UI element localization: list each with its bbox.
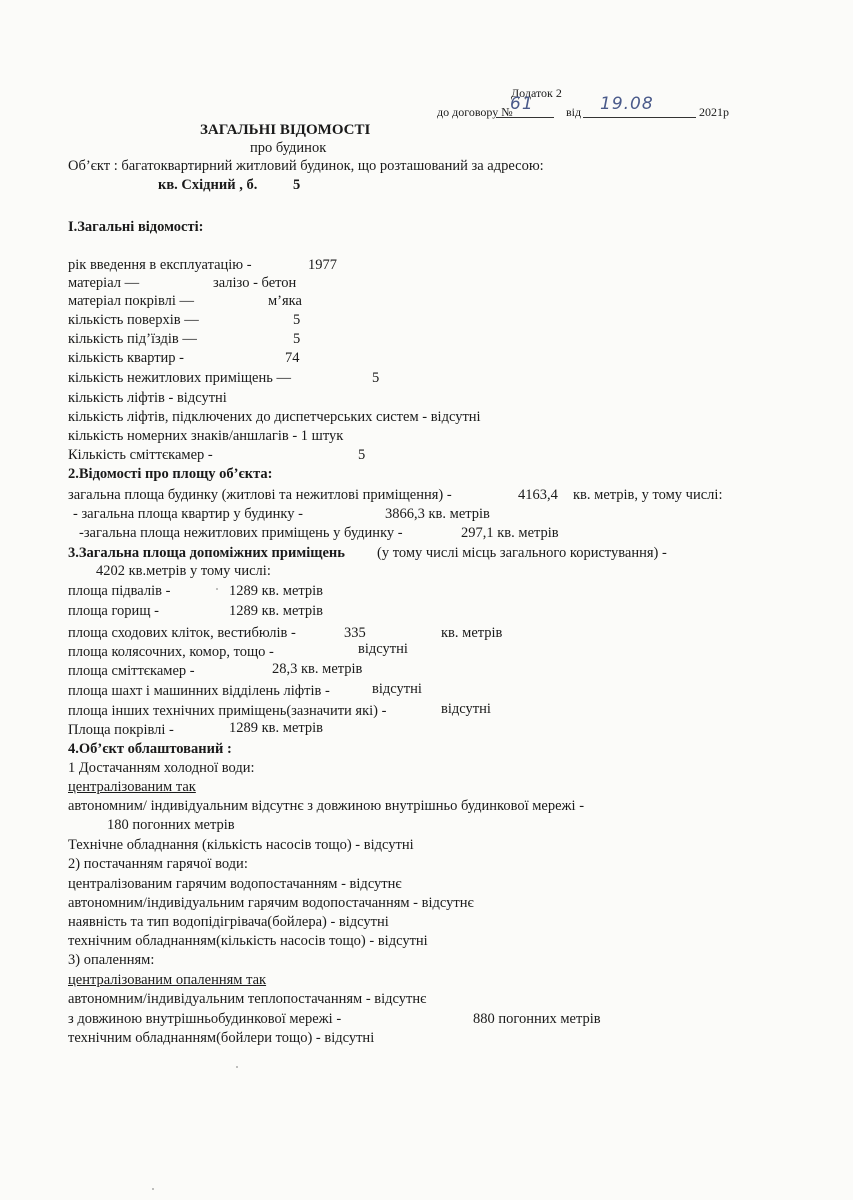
- s4-cold-water-autonomous: автономним/ індивідуальним відсутнє з довжиною внутрішньо будинкової мережі -: [68, 798, 585, 814]
- s4-hot-water-heading: 2) постачанням гарячої води:: [68, 856, 248, 872]
- s3-label-attics: площа горищ -: [68, 603, 159, 619]
- section1-heading: I.Загальні відомості:: [68, 219, 204, 235]
- s3-value-roof-area: 1289 кв. метрів: [229, 720, 324, 736]
- s3-value-attics: 1289 кв. метрів: [229, 603, 324, 619]
- s4-cold-water-heading: 1 Достачанням холодної води:: [68, 760, 255, 776]
- s3-value-basements: 1289 кв. метрів: [229, 583, 324, 599]
- s2-nonresidential-value: 297,1 кв. метрів: [461, 525, 559, 541]
- s1-value-nonresidential: 5: [372, 370, 380, 386]
- s3-label-garbage-chambers: площа сміттєкамер -: [68, 663, 195, 679]
- s4-heating-network-label: з довжиною внутрішньобудинкової мережі -: [68, 1011, 342, 1027]
- contract-year: 2021р: [699, 105, 729, 119]
- s4-hot-water-equipment: технічним обладнанням(кількість насосів тощо) - відсутні: [68, 933, 428, 949]
- s2-apartments-value: 3866,3 кв. метрів: [385, 506, 490, 522]
- s1-label-nonresidential: кількість нежитлових приміщень —: [68, 370, 291, 386]
- s2-apartments-label: - загальна площа квартир у будинку -: [73, 506, 303, 522]
- s3-value-other-technical: відсутні: [441, 701, 491, 717]
- s1-value-entrances: 5: [293, 331, 301, 347]
- s4-heating-autonomous: автономним/індивідуальним теплопостачанням - відсутнє: [68, 991, 427, 1007]
- s1-label-commission-year: рік введення в експлуатацію -: [68, 257, 252, 273]
- s3-label-stroller-rooms: площа колясочних, комор, тощо -: [68, 644, 274, 660]
- s3-label-roof-area: Площа покрівлі -: [68, 722, 174, 738]
- scan-speck: [216, 588, 218, 590]
- contract-number-line: [496, 117, 554, 118]
- address-number: 5: [293, 177, 301, 193]
- document-title: ЗАГАЛЬНІ ВІДОМОСТІ: [200, 122, 371, 138]
- s4-heating-centralized: централізованим опаленням так: [68, 972, 267, 988]
- s2-total-label: загальна площа будинку (житлові та нежитлові приміщення) -: [68, 487, 452, 503]
- s1-value-floors: 5: [293, 312, 301, 328]
- scan-speck: [152, 1188, 154, 1190]
- contract-number-handwritten: 61: [510, 94, 534, 114]
- addendum-label: Додаток 2: [511, 86, 562, 100]
- s3-value-garbage-chambers: 28,3 кв. метрів: [272, 661, 363, 677]
- section2-heading: 2.Відомості про площу об’єкта:: [68, 466, 273, 482]
- s4-hot-water-autonomous: автономним/індивідуальним гарячим водопостачанням - відсутнє: [68, 895, 474, 911]
- section3-heading-note: (у тому числі місць загального користування) -: [377, 545, 667, 561]
- s1-label-apartments: кількість квартир -: [68, 350, 184, 366]
- s4-heating-network-length: 880 погонних метрів: [473, 1011, 601, 1027]
- s3-value-stairwells: 335: [344, 625, 366, 641]
- s1-label-number-signs: кількість номерних знаків/аншлагів - 1 штук: [68, 428, 344, 444]
- document-subtitle: про будинок: [250, 140, 327, 156]
- scan-speck: [236, 1066, 238, 1068]
- s2-nonresidential-label: -загальна площа нежитлових приміщень у будинку -: [79, 525, 403, 541]
- contract-date-line: [583, 117, 696, 118]
- s1-label-floors: кількість поверхів —: [68, 312, 199, 328]
- s3-label-basements: площа підвалів -: [68, 583, 171, 599]
- s1-value-material: залізо - бетон: [213, 275, 297, 291]
- section4-heading: 4.Об’єкт облаштований :: [68, 741, 232, 757]
- s4-cold-water-centralized: централізованим так: [68, 779, 196, 795]
- s3-total: 4202 кв.метрів у тому числі:: [96, 563, 271, 579]
- s1-label-elevators: кількість ліфтів - відсутні: [68, 390, 227, 406]
- s1-label-entrances: кількість під’їздів —: [68, 331, 197, 347]
- s4-hot-water-centralized: централізованим гарячим водопостачанням - відсутнє: [68, 876, 402, 892]
- s3-label-other-technical: площа інших технічних приміщень(зазначити які) -: [68, 703, 387, 719]
- contract-date-handwritten: 19.08: [600, 94, 654, 114]
- s3-label-elevator-shafts: площа шахт і машинних відділень ліфтів -: [68, 683, 330, 699]
- s3-value-elevator-shafts: відсутні: [372, 681, 422, 697]
- s1-label-roof-material: матеріал покрівлі —: [68, 293, 194, 309]
- address-prefix: кв. Східний , б.: [158, 177, 258, 193]
- s1-value-garbage-chambers: 5: [358, 447, 366, 463]
- s4-cold-water-equipment: Технічне обладнання (кількість насосів тощо) - відсутні: [68, 837, 414, 853]
- s2-total-value: 4163,4: [518, 487, 558, 503]
- s3-value-stroller-rooms: відсутні: [358, 641, 408, 657]
- section3-heading: 3.Загальна площа допоміжних приміщень: [68, 545, 345, 561]
- object-description: Об’єкт : багатоквартирний житловий будинок, що розташований за адресою:: [68, 158, 544, 174]
- s2-total-unit: кв. метрів, у тому числі:: [573, 487, 723, 503]
- s3-label-stairwells: площа сходових кліток, вестибюлів -: [68, 625, 296, 641]
- s1-value-roof-material: м’яка: [268, 293, 302, 309]
- s1-label-material: матеріал —: [68, 275, 140, 291]
- from-label: від: [566, 105, 582, 119]
- s4-boiler: наявність та тип водопідігрівача(бойлера) - відсутні: [68, 914, 389, 930]
- s1-value-apartments: 74: [285, 350, 300, 366]
- contract-prefix: до договору №: [437, 105, 513, 119]
- s1-label-garbage-chambers: Кількість сміттєкамер -: [68, 447, 213, 463]
- s3-unit-stairwells: кв. метрів: [441, 625, 503, 641]
- s4-heating-equipment: технічним обладнанням(бойлери тощо) - відсутні: [68, 1030, 375, 1046]
- s4-cold-water-length: 180 погонних метрів: [107, 817, 235, 833]
- s1-value-commission-year: 1977: [308, 257, 337, 273]
- s4-heating-heading: 3) опаленням:: [68, 952, 155, 968]
- s1-label-dispatch-elevators: кількість ліфтів, підключених до диспетчерських систем - відсутні: [68, 409, 481, 425]
